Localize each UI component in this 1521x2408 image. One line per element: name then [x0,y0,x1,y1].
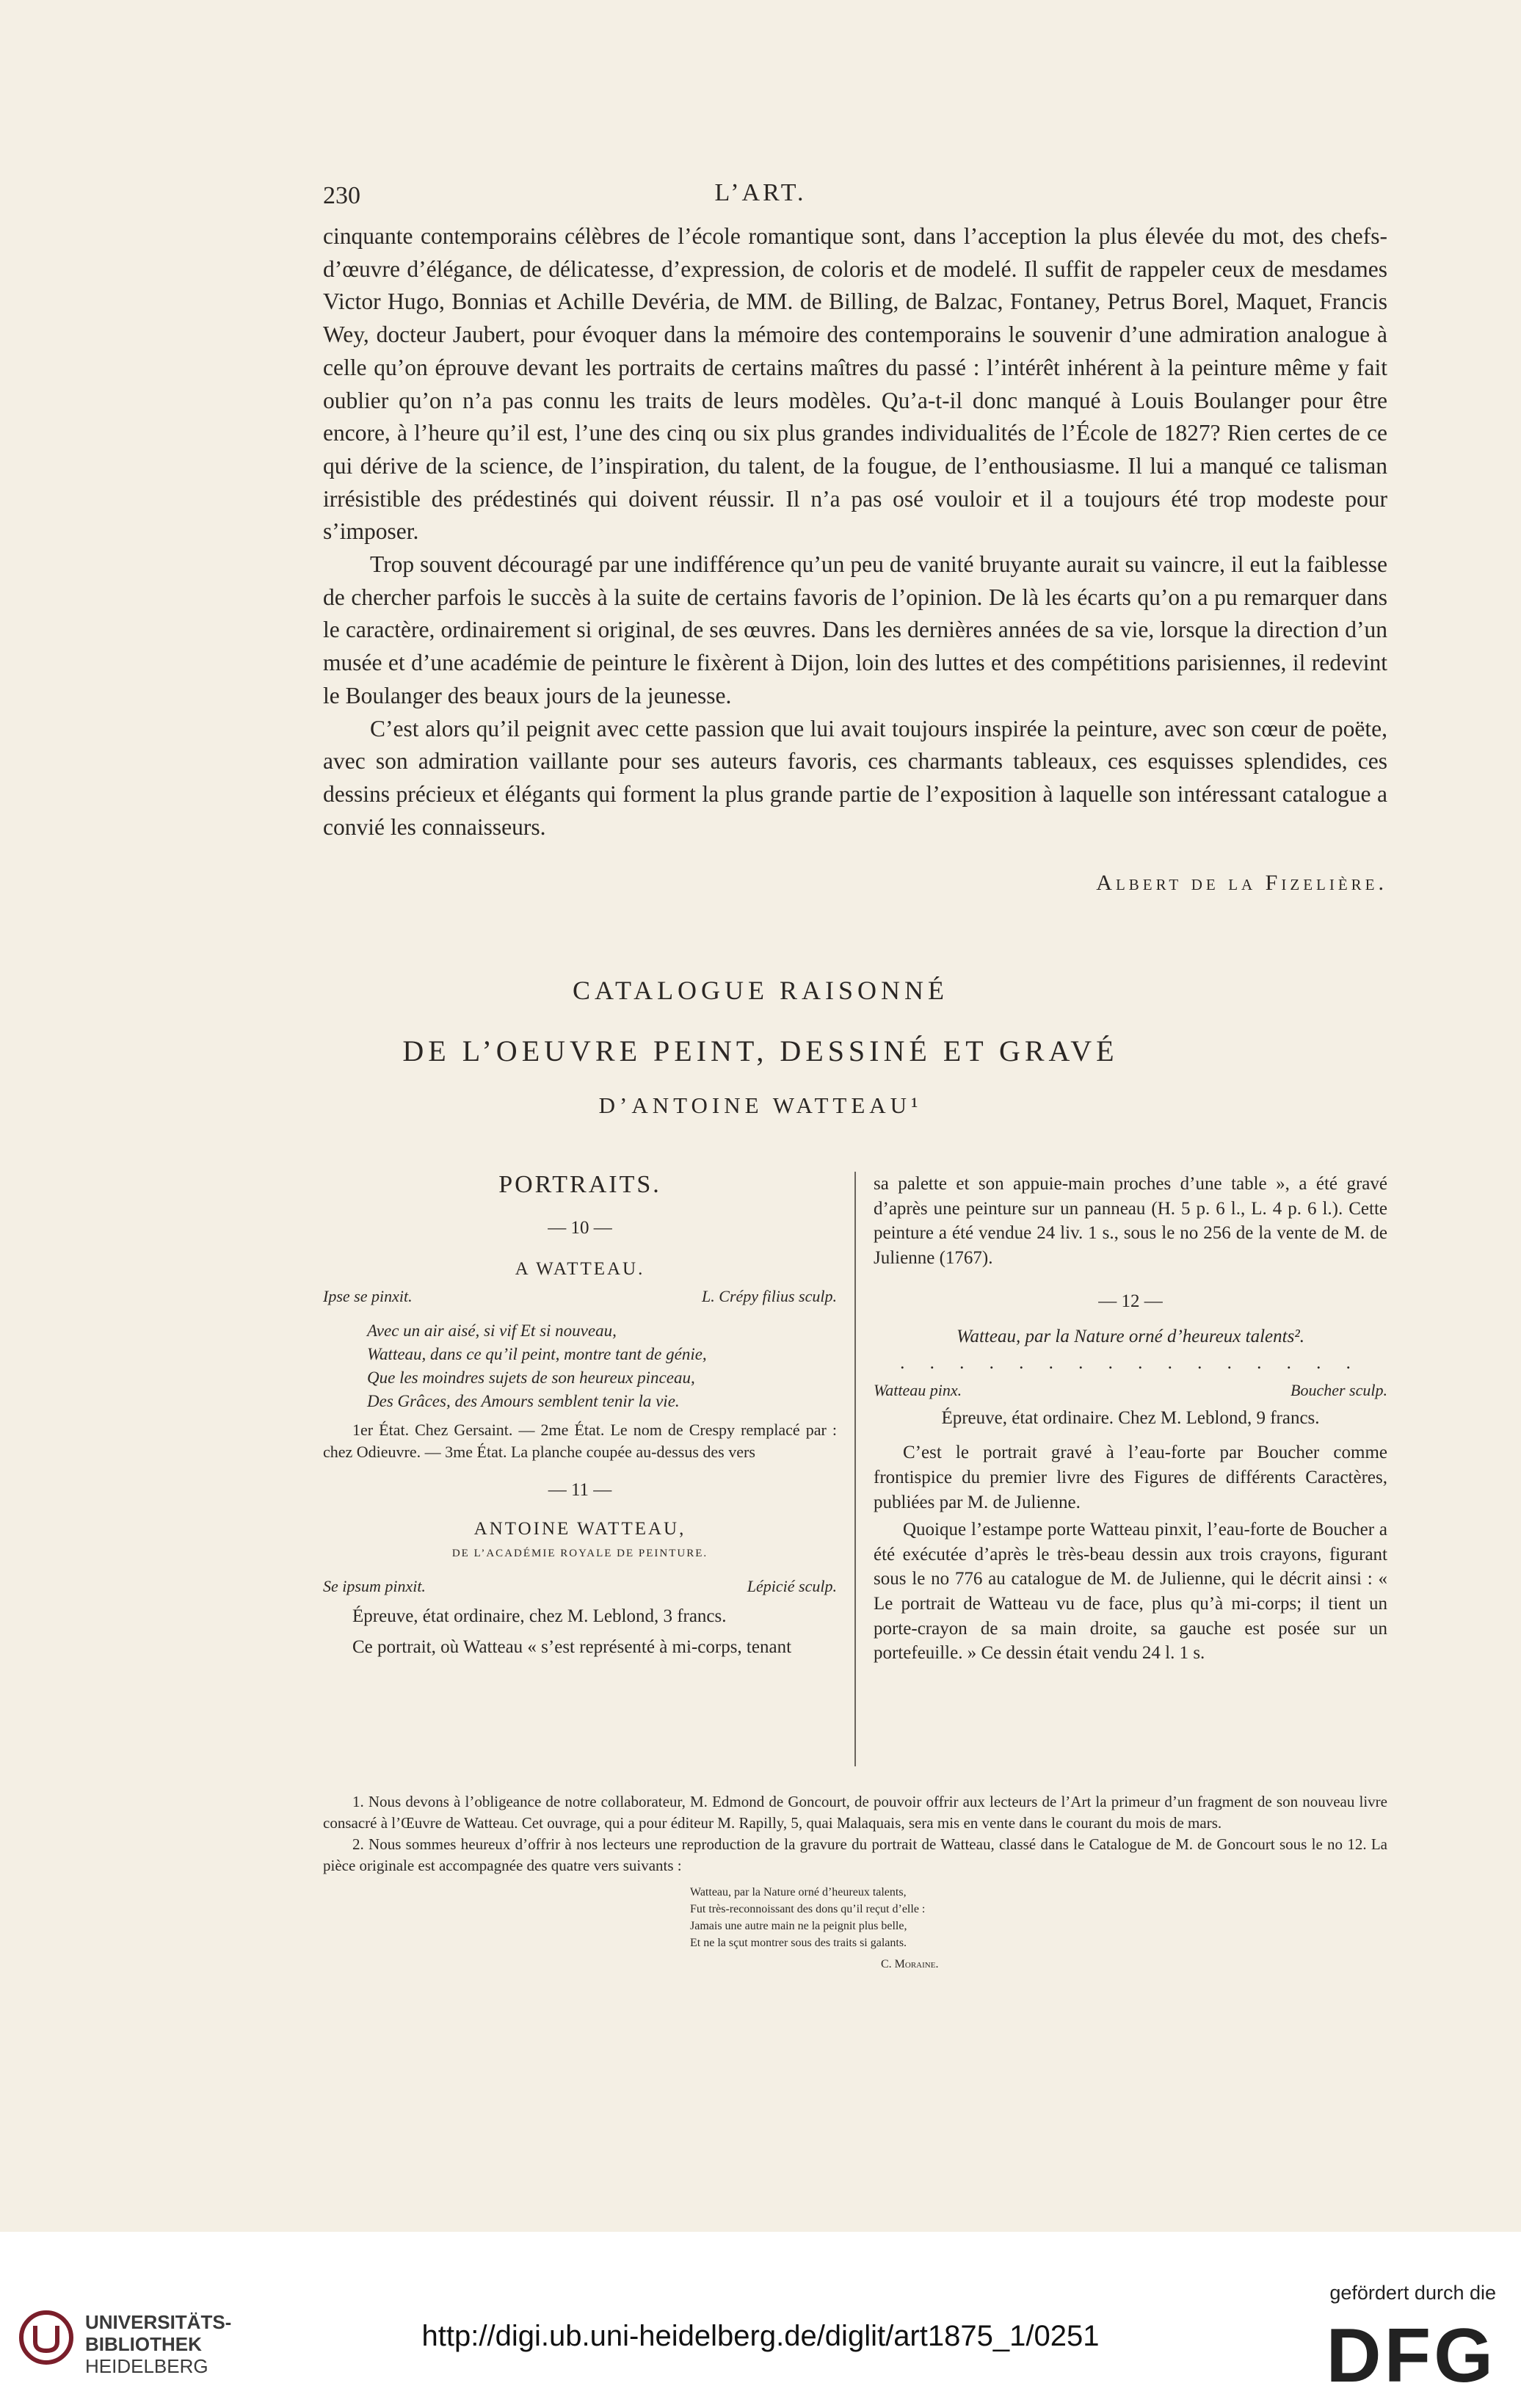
description-11: Ce portrait, où Watteau « s’est représenté à mi-corps, tenant [352,1636,792,1657]
entry-number-10: — 10 — [548,1218,612,1238]
journal-header: L’ART. [714,179,807,206]
verse-line: Avec un air aisé, si vif Et si nouveau, [367,1321,617,1340]
description-11-continued: sa palette et son appuie-main proches d’une table », a été gravé d’après une peinture sur un panneau (H. 5 p. 6 l., L. 4 p. 6 l.). Cette peinture a été vendue 24 liv. 1 s., sous le no 256 de la vente de M. de Julienne (1767). [874,1174,1387,1268]
credit-painter: Se ipsum pinxit. [323,1576,426,1595]
dfg-logo: DFG [1326,2313,1496,2398]
article-body [323,220,1387,844]
footnote-verse [690,1884,1387,1973]
verse-line: Que les moindres sujets de son heureux pinceau, [367,1368,695,1387]
body-paragraph-2: Trop souvent découragé par une indifférence qu’un peu de vanité bruyante aurait su vaincre, il eut la faiblesse de chercher parfois le succès à la suite de certains favoris de l’opinion. De là les écarts qu’on a pu remarquer dans le caractère, ordinairement si original, de ses œuvres. Dans les dernières années de sa vie, lorsque la direction d’un musée et d’une académie de peinture le fixèrent à Dijon, loin des luttes et des compétitions parisiennes, il redevint le Boulanger des beaux jours de la jeunesse. [323,551,1387,708]
library-name-line2: BIBLIOTHEK [85,2333,202,2355]
credit-engraver: Boucher sculp. [1291,1381,1387,1400]
entry-subtitle-11: DE L’ACADÉMIE ROYALE DE PEINTURE. [451,1547,708,1559]
entry-title-10: A WATTEAU. [515,1258,645,1279]
column-divider [854,1172,856,1766]
credit-line-12 [874,1378,1387,1403]
body-paragraph-1: cinquante contemporains célèbres de l’école romantique sont, dans l’acception la plus élevée du mot, des chefs-d’œuvre d’élégance, de délicatesse, d’expression, de coloris et de modelé. Il suffit de rappeler ceux de mesdames Victor Hugo, Bonnias et Achille Devéria, de MM. de Billing, de Balzac, Fontaney, Petrus Borel, Maquet, Francis Wey, docteur Jaubert, pour évoquer dans la mémoire des contemporains le souvenir d’une admiration analogue à celle qu’on éprouve devant les portraits de certains maîtres du passé : l’intérêt inhérent à la peinture même y fait oublier qu’on n’a pas connu les traits de leurs modèles. Qu’a-t-il donc manqué à Louis Boulanger pour être encore, à l’heure qu’il est, l’une des cinq ou six plus grandes individualités de l’École de 1827? Rien certes de ce qui dérive de la science, de l’inspiration, du talent, de la fougue, de l’enthousiasme. Il lui a manqué ce talisman irrésistible des prédestinés qui doivent réussir. Il n’a pas osé vouloir et il a toujours été trop modeste pour s’imposer. [323,223,1387,545]
funded-by-label: gefördert durch die [1329,2282,1496,2304]
entry-number-11: — 11 — [548,1479,612,1500]
right-column [874,1172,1387,1666]
verse-line: Des Grâces, des Amours semblent tenir la vie. [367,1391,680,1410]
body-paragraph-3: C’est alors qu’il peignit avec cette passion que lui avait toujours inspirée la peinture, avec son cœur de poëte, avec son admiration vaillante pour ses auteurs favoris, ces charmants tableaux, ces esquisses splendides, ces dessins précieux et élégants qui forment la plus grande partie de l’exposition à laquelle son intéressant catalogue a convié les connaisseurs. [323,715,1387,840]
verse-10 [323,1319,837,1413]
entry-title-12: Watteau, par la Nature orné d’heureux talents². [956,1326,1305,1346]
footnote-2: 2. Nous sommes heureux d’offrir à nos lecteurs une reproduction de la gravure du portrait de Watteau, classé dans le Catalogue de M. de Goncourt sous le no 12. La pièce originale est accompagnée des quatre vers suivants : [323,1835,1387,1874]
paragraph-12b: Quoique l’estampe porte Watteau pinxit, l’eau-forte de Boucher a été exécutée d’après le très-beau dessin aux trois crayons, figurant sous le no 776 au catalogue de M. de Julienne, qui le décrit ainsi : « Le portrait de Watteau vu de face, plus qu’à mi-corps; il tient un porte-crayon de sa main droite, sa gauche est posée sur un portefeuille. » Ce dessin était vendu 24 l. 1 s. [874,1520,1387,1664]
entry-number-12: — 12 — [1098,1291,1163,1312]
footnote-1: 1. Nous devons à l’obligeance de notre collaborateur, M. Edmond de Goncourt, de pouvoir offrir aux lecteurs de l’Art la primeur d’un fragment de son nouveau livre consacré à l’Œuvre de Watteau. Cet ouvrage, qui a pour éditeur M. Rapilly, 5, quai Malaquais, sera mis en vente dans le courant du mois de mars. [323,1793,1387,1832]
catalogue-title-line2: DE L’OEUVRE PEINT, DESSINÉ ET GRAVÉ [402,1034,1119,1067]
library-name-line3: HEIDELBERG [85,2355,208,2377]
paragraph-12a: C’est le portrait gravé à l’eau-forte par Boucher comme frontispice du premier livre des Figures de différents Caractères, publiées par M. de Julienne. [874,1443,1387,1512]
entry-title-11: ANTOINE WATTEAU, [473,1519,686,1540]
credit-engraver: L. Crépy filius sculp. [702,1287,837,1306]
ellipsis-dots: . . . . . . . . . . . . . . . . [900,1352,1361,1373]
verse-line: Fut très-reconnoissant des dons qu’il reçut d’elle : [690,1903,926,1915]
verse-line: Jamais une autre main ne la peignit plus belle, [690,1920,907,1932]
credit-painter: Watteau pinx. [874,1381,962,1400]
states-10: 1er État. Chez Gersaint. — 2me État. Le nom de Crespy remplacé par : chez Odieuvre. — 3me État. La planche coupée au-dessus des vers [323,1420,837,1461]
library-name-line1: UNIVERSITÄTS- [85,2311,232,2333]
permalink-url[interactable]: http://digi.ub.uni-heidelberg.de/diglit/art1875_1/0251 [421,2320,1100,2352]
verse-line: Watteau, par la Nature orné d’heureux talents, [690,1886,907,1899]
epreuve-12: Épreuve, état ordinaire. Chez M. Leblond, 9 francs. [941,1407,1320,1428]
catalogue-title-line3: D’ANTOINE WATTEAU¹ [598,1092,923,1118]
verse-line: Et ne la sçut montrer sous des traits si galants. [690,1937,907,1949]
left-column [323,1169,837,1659]
verse-line: Watteau, dans ce qu’il peint, montre tant de génie, [367,1344,707,1363]
footnotes [323,1791,1387,1973]
credit-engraver: Lépicié sculp. [747,1576,837,1595]
epreuve-11: Épreuve, état ordinaire, chez M. Leblond, 3 francs. [352,1606,727,1627]
catalogue-title-line1: CATALOGUE RAISONNÉ [572,976,949,1005]
credit-painter: Ipse se pinxit. [323,1287,413,1306]
page-number: 230 [323,182,360,209]
credit-line-10 [323,1284,837,1309]
author-signature: Albert de la Fizelière. [1096,871,1387,895]
verse-author: C. Moraine. [881,1958,939,1970]
credit-line-11 [323,1574,837,1599]
section-heading: PORTRAITS. [498,1171,661,1198]
